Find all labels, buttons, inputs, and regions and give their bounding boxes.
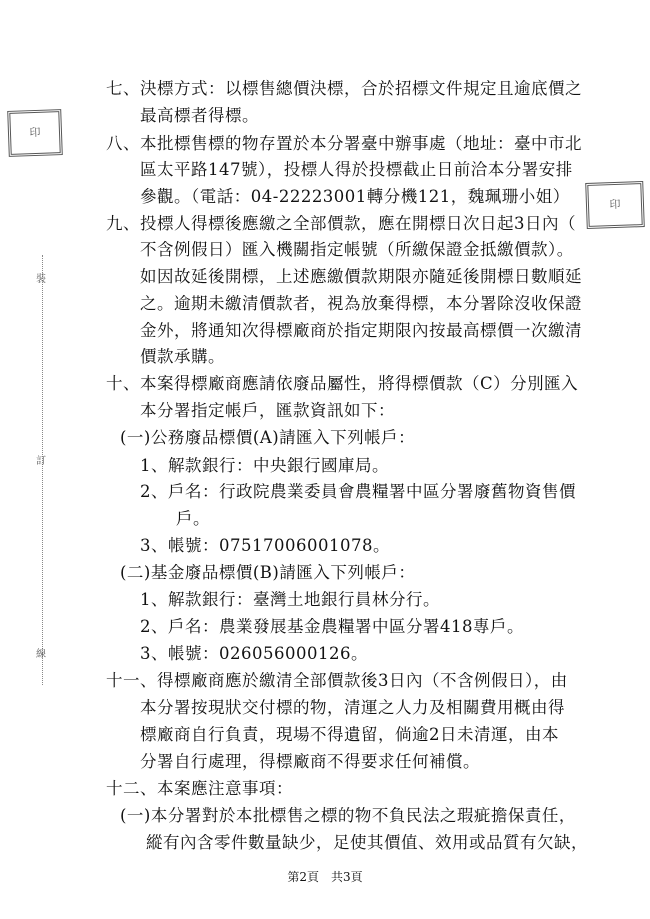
binding-mark-bottom: 線 [36,649,46,660]
text-line: (二)基金廢品標價(B)請匯入下列帳戶： [120,563,416,582]
text-line: 價款承購。 [140,347,225,366]
text-line: 九、投標人得標後應繳之全部價款，應在開標日次日起3日內（ [106,214,576,233]
text-line: 七、決標方式：以標售總價決標，合於招標文件規定且逾底價之 [106,79,582,98]
text-line: 參觀。（電話：04-22223001轉分機121，魏珮珊小姐） [140,187,570,206]
text-line: 區太平路147號），投標人得於投標截止日前洽本分署安排 [140,160,573,179]
binding-dotted-line [42,255,43,685]
text-line: 最高標者得標。 [140,106,259,125]
text-line: (一)本分署對於本批標售之標的物不負民法之瑕疵擔保責任， [120,806,576,825]
text-line: 十二、本案應注意事項： [106,779,293,798]
text-line: 如因故延後開標，上述應繳價款期限亦隨延後開標日數順延 [140,267,582,286]
text-line: 金外，將通知次得標廠商於指定期限內按最高標價一次繳清 [140,321,582,340]
binding-mark-top: 裝 [36,274,46,285]
text-line: 十、本案得標廠商應請依廢品屬性，將得標價款（C）分別匯入 [106,374,579,393]
text-line: 本分署按現狀交付標的物，清運之人力及相關費用概由得 [140,698,565,717]
text-line: 之。逾期未繳清價款者，視為放棄得標，本分署除沒收保證 [140,294,582,313]
seal-right-text: 印 [609,197,621,212]
text-line: 3、帳號：07517006001078。 [140,536,390,555]
text-line: (一)公務廢品標價(A)請匯入下列帳戶： [120,428,416,447]
text-line: 3、帳號：026056000126。 [140,644,368,663]
text-line: 標廠商自行負責，現場不得遺留，倘逾2日未清運，由本 [140,725,559,744]
text-line: 縱有內含零件數量缺少，足使其價值、效用或品質有欠缺， [146,833,588,852]
official-seal-stamp-right [585,181,645,229]
text-line: 1、解款銀行：臺灣土地銀行員林分行。 [140,590,440,609]
text-line: 2、戶名：行政院農業委員會農糧署中區分署廢舊物資售價 [140,482,576,501]
text-line: 本分署指定帳戶，匯款資訊如下： [140,401,395,420]
text-line: 十一、得標廠商應於繳清全部價款後3日內（不含例假日），由 [106,671,568,690]
official-seal-stamp-left [7,109,63,157]
text-line: 分署自行處理，得標廠商不得要求任何補償。 [140,752,480,771]
text-line: 不含例假日）匯入機關指定帳號（所繳保證金抵繳價款）。 [140,240,574,259]
text-line: 戶。 [176,509,210,528]
text-line: 1、解款銀行：中央銀行國庫局。 [140,456,389,475]
page-footer: 第2頁 共3頁 [287,870,363,884]
binding-mark-middle: 訂 [36,456,46,467]
seal-left-text: 印 [29,125,41,140]
text-line: 2、戶名：農業發展基金農糧署中區分署418專戶。 [140,617,524,636]
text-line: 八、本批標售標的物存置於本分署臺中辦事處（地址：臺中市北 [106,134,582,153]
